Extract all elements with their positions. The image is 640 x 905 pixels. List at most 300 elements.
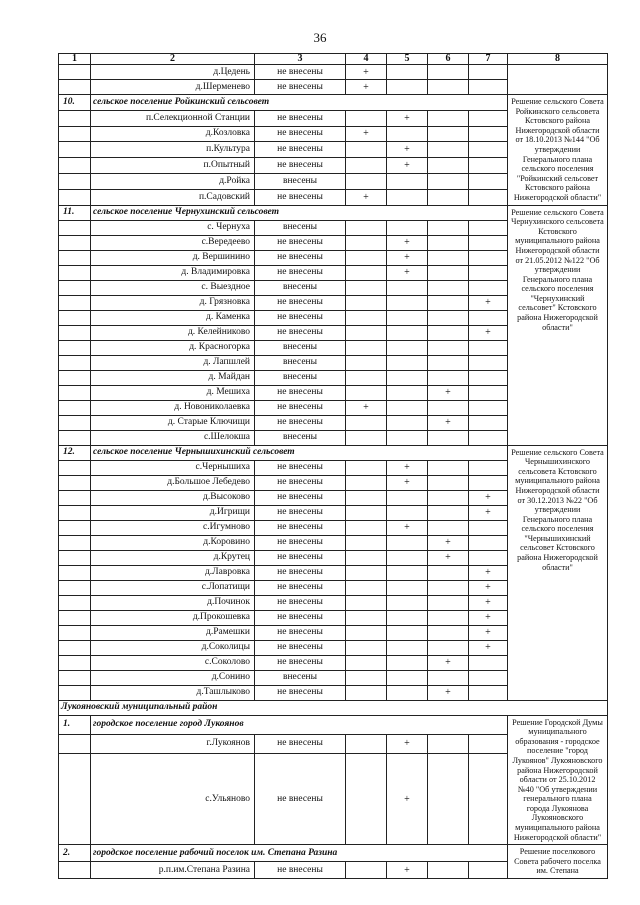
settlement-name: с.Вередеево xyxy=(91,235,255,250)
number-cell xyxy=(59,80,91,95)
mark-cell xyxy=(387,595,428,610)
number-cell xyxy=(59,734,91,753)
mark-cell: + xyxy=(428,415,469,430)
settlement-name: д.Сонино xyxy=(91,670,255,685)
mark-cell xyxy=(346,475,387,490)
mark-cell xyxy=(428,110,469,126)
mark-cell xyxy=(387,295,428,310)
mark-cell xyxy=(469,110,508,126)
mark-cell xyxy=(469,220,508,235)
mark-cell xyxy=(387,280,428,295)
column-header: 4 xyxy=(346,54,387,65)
status-cell: внесены xyxy=(255,220,346,235)
section-title: сельское поселение Ройкинский сельсовет xyxy=(91,95,508,111)
status-cell: не внесены xyxy=(255,65,346,80)
mark-cell xyxy=(469,655,508,670)
settlement-name: с.Лопатищи xyxy=(91,580,255,595)
mark-cell xyxy=(428,142,469,158)
number-cell xyxy=(59,340,91,355)
status-cell: не внесены xyxy=(255,490,346,505)
mark-cell xyxy=(469,235,508,250)
mark-cell xyxy=(428,625,469,640)
number-cell xyxy=(59,754,91,845)
mark-cell xyxy=(469,340,508,355)
mark-cell xyxy=(387,625,428,640)
number-cell xyxy=(59,280,91,295)
mark-cell xyxy=(428,80,469,95)
number-cell xyxy=(59,550,91,565)
mark-cell xyxy=(346,550,387,565)
mark-cell xyxy=(387,189,428,205)
settlement-name: д.Лавровка xyxy=(91,565,255,580)
settlement-name: д. Новониколаевка xyxy=(91,400,255,415)
mark-cell xyxy=(387,430,428,445)
section-title: сельское поселение Чернухинский сельсовет xyxy=(91,205,508,220)
mark-cell xyxy=(428,400,469,415)
mark-cell xyxy=(346,610,387,625)
status-cell: не внесены xyxy=(255,400,346,415)
section-row xyxy=(59,845,608,862)
mark-cell xyxy=(387,400,428,415)
mark-cell: + xyxy=(469,490,508,505)
mark-cell xyxy=(469,80,508,95)
status-cell: внесены xyxy=(255,173,346,189)
mark-cell xyxy=(346,520,387,535)
settlement-name: д.Прокошевка xyxy=(91,610,255,625)
number-cell xyxy=(59,220,91,235)
number-cell xyxy=(59,565,91,580)
decision-text: Решение поселкового Совета рабочего поселка им. Степана xyxy=(508,845,608,879)
mark-cell xyxy=(469,754,508,845)
number-cell xyxy=(59,265,91,280)
mark-cell xyxy=(346,415,387,430)
mark-cell xyxy=(387,580,428,595)
settlement-name: п.Культура xyxy=(91,142,255,158)
mark-cell xyxy=(428,595,469,610)
mark-cell: + xyxy=(387,250,428,265)
mark-cell xyxy=(346,625,387,640)
section-row xyxy=(59,715,608,734)
mark-cell: + xyxy=(387,862,428,879)
number-cell xyxy=(59,189,91,205)
column-header: 1 xyxy=(59,54,91,65)
decision-text: Решение сельского Совета Ройкинского сельсовета Кстовского района Нижегородской области от 18.10.2013 №144 "Об утверждении Генерального плана сельского поселения "Ройкинский сельсовет Кстовского района Нижегородской области" xyxy=(508,95,608,206)
mark-cell xyxy=(387,325,428,340)
number-cell xyxy=(59,310,91,325)
status-cell: не внесены xyxy=(255,565,346,580)
mark-cell: + xyxy=(469,610,508,625)
mark-cell xyxy=(469,385,508,400)
mark-cell xyxy=(346,265,387,280)
column-header: 3 xyxy=(255,54,346,65)
mark-cell xyxy=(428,610,469,625)
mark-cell xyxy=(428,173,469,189)
settlement-name: д. Вершинино xyxy=(91,250,255,265)
mark-cell xyxy=(428,490,469,505)
mark-cell: + xyxy=(428,385,469,400)
status-cell: не внесены xyxy=(255,475,346,490)
number-cell xyxy=(59,110,91,126)
status-cell: не внесены xyxy=(255,235,346,250)
section-title: городское поселение рабочий поселок им. Степана Разина xyxy=(91,845,508,862)
section-title: городское поселение город Лукоянов xyxy=(91,715,508,734)
number-cell xyxy=(59,415,91,430)
mark-cell xyxy=(428,250,469,265)
settlement-name: д. Грязновка xyxy=(91,295,255,310)
settlement-name: д.Починок xyxy=(91,595,255,610)
mark-cell xyxy=(387,65,428,80)
settlement-name: д.Игрищи xyxy=(91,505,255,520)
status-cell: не внесены xyxy=(255,754,346,845)
mark-cell xyxy=(469,550,508,565)
column-header: 8 xyxy=(508,54,608,65)
status-cell: внесены xyxy=(255,670,346,685)
mark-cell: + xyxy=(346,65,387,80)
settlement-name: д. Келейниково xyxy=(91,325,255,340)
settlement-name: с. Выездное xyxy=(91,280,255,295)
mark-cell xyxy=(387,535,428,550)
number-cell xyxy=(59,355,91,370)
status-cell: не внесены xyxy=(255,250,346,265)
status-cell: не внесены xyxy=(255,80,346,95)
number-cell xyxy=(59,595,91,610)
mark-cell xyxy=(469,126,508,142)
settlement-name: д. Мешиха xyxy=(91,385,255,400)
mark-cell xyxy=(387,670,428,685)
mark-cell xyxy=(387,490,428,505)
mark-cell xyxy=(428,370,469,385)
mark-cell: + xyxy=(387,110,428,126)
section-number: 2. xyxy=(59,845,91,862)
mark-cell xyxy=(428,520,469,535)
number-cell xyxy=(59,685,91,700)
mark-cell xyxy=(428,580,469,595)
settlement-name: д.Крутец xyxy=(91,550,255,565)
mark-cell xyxy=(428,565,469,580)
mark-cell xyxy=(346,640,387,655)
status-cell: не внесены xyxy=(255,142,346,158)
status-cell: не внесены xyxy=(255,126,346,142)
status-cell: внесены xyxy=(255,370,346,385)
mark-cell xyxy=(346,655,387,670)
mark-cell xyxy=(387,550,428,565)
mark-cell: + xyxy=(428,655,469,670)
number-cell xyxy=(59,535,91,550)
page-number: 36 xyxy=(313,30,327,45)
mark-cell xyxy=(428,460,469,475)
status-cell: не внесены xyxy=(255,550,346,565)
mark-cell: + xyxy=(428,550,469,565)
mark-cell xyxy=(346,565,387,580)
mark-cell xyxy=(469,250,508,265)
mark-cell xyxy=(346,754,387,845)
mark-cell: + xyxy=(387,734,428,753)
mark-cell xyxy=(346,385,387,400)
status-cell: не внесены xyxy=(255,310,346,325)
settlement-name: п.Опытный xyxy=(91,158,255,174)
mark-cell xyxy=(428,310,469,325)
status-cell: не внесены xyxy=(255,295,346,310)
status-cell: не внесены xyxy=(255,265,346,280)
number-cell xyxy=(59,475,91,490)
mark-cell xyxy=(346,235,387,250)
mark-cell xyxy=(469,310,508,325)
mark-cell xyxy=(346,490,387,505)
number-cell xyxy=(59,400,91,415)
settlement-name: д.Высоково xyxy=(91,490,255,505)
settlement-name: д. Старые Ключищи xyxy=(91,415,255,430)
mark-cell: + xyxy=(387,265,428,280)
mark-cell xyxy=(428,754,469,845)
mark-cell: + xyxy=(469,325,508,340)
column-header: 7 xyxy=(469,54,508,65)
mark-cell xyxy=(387,80,428,95)
settlement-name: д. Лапшлей xyxy=(91,355,255,370)
mark-cell: + xyxy=(387,235,428,250)
mark-cell xyxy=(428,640,469,655)
mark-cell xyxy=(428,126,469,142)
number-cell xyxy=(59,610,91,625)
mark-cell xyxy=(346,580,387,595)
mark-cell: + xyxy=(387,142,428,158)
mark-cell: + xyxy=(469,640,508,655)
mark-cell: + xyxy=(469,580,508,595)
mark-cell xyxy=(428,280,469,295)
settlement-name: д.Коровино xyxy=(91,535,255,550)
mark-cell xyxy=(387,505,428,520)
status-cell: не внесены xyxy=(255,189,346,205)
mark-cell xyxy=(387,655,428,670)
mark-cell xyxy=(469,158,508,174)
mark-cell xyxy=(469,400,508,415)
settlement-name: с.Шелокша xyxy=(91,430,255,445)
mark-cell: + xyxy=(346,400,387,415)
column-header: 6 xyxy=(428,54,469,65)
status-cell: не внесены xyxy=(255,625,346,640)
decision-text: Решение сельского Совета Чернухинского сельсовета Кстовского муниципального района Нижегородской области от 21.05.2012 №122 "Об утверждении Генерального плана сельского поселения "Чернухинский сельсовет" Кстовского района Нижегородской области" xyxy=(508,205,608,445)
mark-cell: + xyxy=(469,595,508,610)
section-row xyxy=(59,205,608,220)
mark-cell xyxy=(346,460,387,475)
table-row xyxy=(59,65,608,80)
mark-cell: + xyxy=(387,754,428,845)
mark-cell: + xyxy=(428,685,469,700)
status-cell: не внесены xyxy=(255,325,346,340)
settlement-name: с. Чернуха xyxy=(91,220,255,235)
settlement-name: д. Каменка xyxy=(91,310,255,325)
settlement-name: с.Чернышиха xyxy=(91,460,255,475)
mark-cell xyxy=(387,355,428,370)
region-title: Лукояновский муниципальный район xyxy=(59,700,608,715)
number-cell xyxy=(59,460,91,475)
mark-cell xyxy=(387,565,428,580)
mark-cell xyxy=(428,340,469,355)
section-number: 12. xyxy=(59,445,91,460)
status-cell: не внесены xyxy=(255,580,346,595)
mark-cell xyxy=(469,142,508,158)
mark-cell: + xyxy=(387,520,428,535)
mark-cell: + xyxy=(428,535,469,550)
status-cell: не внесены xyxy=(255,655,346,670)
mark-cell: + xyxy=(387,460,428,475)
mark-cell xyxy=(346,355,387,370)
mark-cell xyxy=(346,250,387,265)
mark-cell xyxy=(387,640,428,655)
settlement-name: с.Ульяново xyxy=(91,754,255,845)
status-cell: внесены xyxy=(255,280,346,295)
mark-cell xyxy=(428,265,469,280)
mark-cell xyxy=(346,173,387,189)
number-cell xyxy=(59,520,91,535)
mark-cell xyxy=(387,370,428,385)
settlement-name: с.Игумново xyxy=(91,520,255,535)
mark-cell xyxy=(346,295,387,310)
number-cell xyxy=(59,142,91,158)
settlement-name: д.Цедень xyxy=(91,65,255,80)
mark-cell: + xyxy=(346,126,387,142)
mark-cell xyxy=(469,370,508,385)
mark-cell xyxy=(469,65,508,80)
mark-cell xyxy=(469,430,508,445)
mark-cell xyxy=(346,325,387,340)
mark-cell xyxy=(346,505,387,520)
mark-cell xyxy=(428,355,469,370)
settlement-name: д.Козловка xyxy=(91,126,255,142)
settlement-name: д.Рамешки xyxy=(91,625,255,640)
mark-cell xyxy=(428,295,469,310)
number-cell xyxy=(59,580,91,595)
mark-cell xyxy=(387,685,428,700)
mark-cell xyxy=(387,220,428,235)
status-cell: не внесены xyxy=(255,734,346,753)
settlement-name: д.Ташлыково xyxy=(91,685,255,700)
mark-cell xyxy=(346,158,387,174)
status-cell: не внесены xyxy=(255,158,346,174)
mark-cell: + xyxy=(387,158,428,174)
number-cell xyxy=(59,325,91,340)
mark-cell xyxy=(428,475,469,490)
settlement-name: д.Шерменево xyxy=(91,80,255,95)
mark-cell xyxy=(469,685,508,700)
status-cell: не внесены xyxy=(255,535,346,550)
mark-cell xyxy=(387,415,428,430)
settlement-name: п.Садовский xyxy=(91,189,255,205)
section-number: 10. xyxy=(59,95,91,111)
settlement-name: д.Соколицы xyxy=(91,640,255,655)
mark-cell xyxy=(346,110,387,126)
section-row xyxy=(59,95,608,111)
settlement-name: д.Большое Лебедево xyxy=(91,475,255,490)
status-cell: не внесены xyxy=(255,595,346,610)
decision-text xyxy=(508,65,608,95)
mark-cell xyxy=(428,862,469,879)
settlement-name: д. Владимировка xyxy=(91,265,255,280)
mark-cell xyxy=(469,265,508,280)
number-cell xyxy=(59,126,91,142)
mark-cell xyxy=(469,475,508,490)
mark-cell xyxy=(387,126,428,142)
mark-cell: + xyxy=(469,505,508,520)
mark-cell xyxy=(428,325,469,340)
status-cell: не внесены xyxy=(255,415,346,430)
mark-cell xyxy=(346,595,387,610)
mark-cell xyxy=(469,862,508,879)
section-row xyxy=(59,445,608,460)
section-number: 1. xyxy=(59,715,91,734)
number-cell xyxy=(59,430,91,445)
number-cell xyxy=(59,65,91,80)
mark-cell xyxy=(387,385,428,400)
status-cell: внесены xyxy=(255,355,346,370)
number-cell xyxy=(59,670,91,685)
mark-cell xyxy=(469,355,508,370)
mark-cell xyxy=(346,430,387,445)
number-cell xyxy=(59,235,91,250)
mark-cell xyxy=(428,158,469,174)
column-header: 2 xyxy=(91,54,255,65)
mark-cell xyxy=(469,189,508,205)
number-cell xyxy=(59,158,91,174)
settlement-name: д. Красногорка xyxy=(91,340,255,355)
mark-cell xyxy=(428,505,469,520)
number-cell xyxy=(59,490,91,505)
status-cell: не внесены xyxy=(255,385,346,400)
mark-cell xyxy=(469,670,508,685)
status-cell: внесены xyxy=(255,430,346,445)
number-cell xyxy=(59,505,91,520)
section-number: 11. xyxy=(59,205,91,220)
mark-cell xyxy=(469,520,508,535)
mark-cell: + xyxy=(469,565,508,580)
mark-cell xyxy=(387,173,428,189)
number-cell xyxy=(59,640,91,655)
mark-cell xyxy=(346,862,387,879)
mark-cell: + xyxy=(346,189,387,205)
plan-status-table xyxy=(58,53,608,879)
number-cell xyxy=(59,295,91,310)
status-cell: внесены xyxy=(255,340,346,355)
decision-text: Решение сельского Совета Чернышихинского сельсовета Кстовского муниципального района Нижегородской области от 30.12.2013 №22 "Об утверждении Генерального плана сельского поселения "Чернышихинский сельсовет Кстовского района Нижегородской области" xyxy=(508,445,608,700)
status-cell: не внесены xyxy=(255,862,346,879)
number-cell xyxy=(59,173,91,189)
mark-cell xyxy=(428,65,469,80)
number-cell xyxy=(59,250,91,265)
mark-cell xyxy=(428,734,469,753)
settlement-name: р.п.им.Степана Разина xyxy=(91,862,255,879)
mark-cell xyxy=(346,310,387,325)
mark-cell xyxy=(428,670,469,685)
mark-cell xyxy=(469,415,508,430)
mark-cell xyxy=(346,670,387,685)
mark-cell xyxy=(346,220,387,235)
mark-cell xyxy=(346,535,387,550)
mark-cell xyxy=(346,734,387,753)
mark-cell xyxy=(346,370,387,385)
number-cell xyxy=(59,862,91,879)
status-cell: не внесены xyxy=(255,685,346,700)
mark-cell xyxy=(469,173,508,189)
settlement-name: с.Соколово xyxy=(91,655,255,670)
mark-cell xyxy=(346,142,387,158)
mark-cell xyxy=(387,310,428,325)
mark-cell xyxy=(346,280,387,295)
mark-cell xyxy=(346,685,387,700)
number-cell xyxy=(59,655,91,670)
mark-cell: + xyxy=(469,295,508,310)
status-cell: не внесены xyxy=(255,610,346,625)
mark-cell xyxy=(469,535,508,550)
settlement-name: п.Селекционной Станции xyxy=(91,110,255,126)
